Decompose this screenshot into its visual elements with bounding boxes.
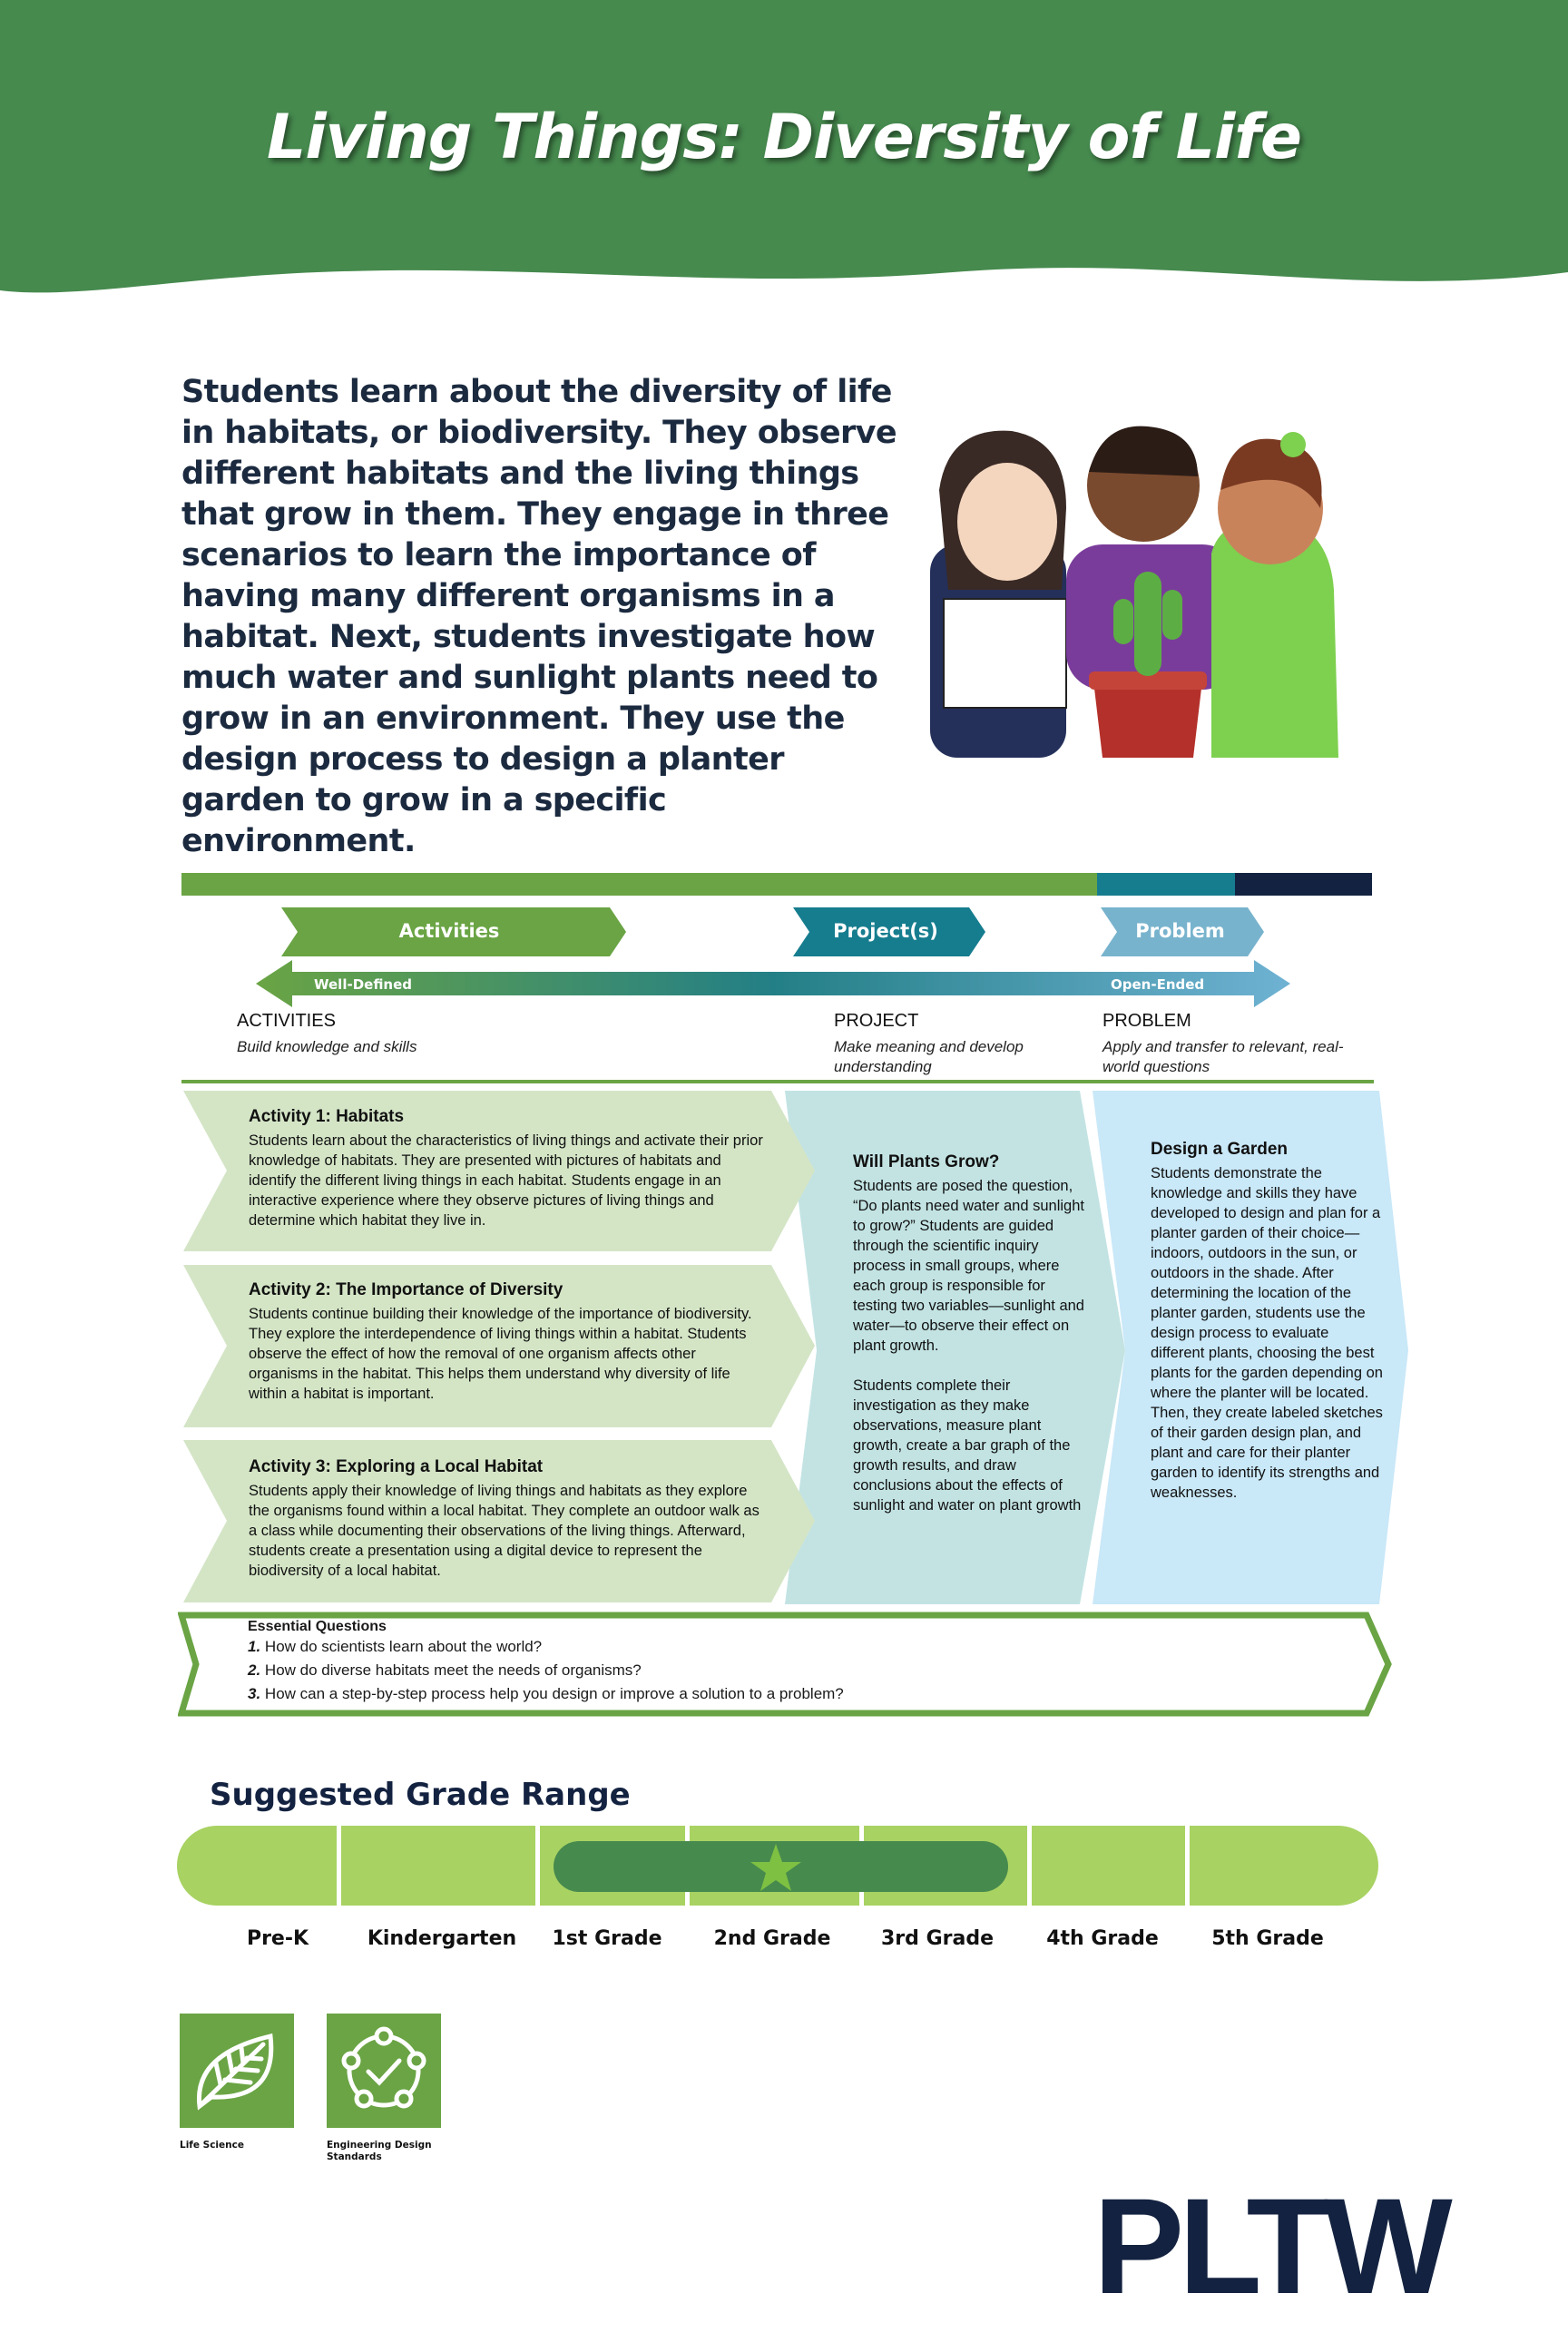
project-text-1: Students are posed the question, “Do plants need water and sunlight to grow?” Students are guided through the scientific inquiry process in small groups, where each group is responsible for testing two variables—sunlight and water—to observe their effect on plant growth. — [853, 1178, 1084, 1354]
activity-title: Activity 2: The Importance of Diversity — [249, 1280, 564, 1299]
grade-label: 3rd Grade — [881, 1927, 994, 1950]
pltw-logo: PLTW — [1093, 2170, 1447, 2322]
activities-subheading: Build knowledge and skills — [237, 1038, 417, 1055]
activity-title: Activity 3: Exploring a Local Habitat — [249, 1457, 544, 1476]
problem-subheading: Apply and transfer to relevant, real-world questions — [1102, 1038, 1344, 1075]
grade-range-bar — [177, 1826, 1378, 1907]
life-science-tile — [180, 2014, 294, 2128]
spectrum-bar-activities — [181, 873, 1097, 896]
project-subheading: Make meaning and develop understanding — [834, 1038, 1024, 1075]
question-item: 3. How can a step-by-step process help you design or improve a solution to a problem? — [248, 1685, 844, 1702]
essential-questions — [248, 1619, 1337, 1706]
intro-paragraph: Students learn about the diversity of life in habitats, or biodiversity. They observe different habitats and the living things that grow in them. They engage in three scenarios to learn the importance of having many different organisms in a habitat. Next, students investigate how much water and sunlight plants need to grow in an environment. They use the design process to design a planter garden to grow in a specific environment. — [181, 374, 897, 859]
project-text-2: Students complete their investigation as they make observations, measure plant growth, create a bar graph of the growth results, and draw conclusions about the effects of sunlight and water on plant growth — [853, 1377, 1082, 1514]
activity-text: Students learn about the characteristics of living things and activate their prior knowledge of habitats. They are presented with pictures of habitats and identify the different living things in each habitat. Students engage in an interactive experience where they observe pictures of living things and determine which habitat they live in. — [249, 1132, 763, 1229]
question-item: 2. How do diverse habitats meet the needs of organisms? — [248, 1661, 642, 1679]
problem-card — [1151, 1140, 1387, 1503]
essential-questions-title: Essential Questions — [248, 1619, 387, 1634]
grade-label: 2nd Grade — [713, 1927, 831, 1950]
activity-title: Activity 1: Habitats — [249, 1107, 405, 1126]
grade-label: Pre-K — [246, 1927, 309, 1950]
design-cycle-check-icon — [327, 2014, 441, 2128]
problem-chevron-label: Problem — [1135, 920, 1225, 942]
activities-heading: ACTIVITIES — [237, 1011, 336, 1031]
leaf-icon — [180, 2014, 294, 2128]
well-defined-label: Well-Defined — [314, 976, 413, 993]
project-heading: PROJECT — [834, 1011, 919, 1031]
spectrum-bar-problem — [1235, 873, 1372, 896]
project-chevron-label: Project(s) — [833, 920, 938, 942]
activity-text: Students continue building their knowledge of the importance of biodiversity. They explore the interdependence of living things within a habitat. Students observe the effect of how the removal of one organism affects other organisms in the habitat. This helps them understand why diversity of life within a habitat is important. — [249, 1306, 752, 1402]
project-title: Will Plants Grow? — [853, 1152, 1000, 1171]
activity-text: Students apply their knowledge of living things and habitats as they explore the organisms found within a local habitat. They complete an outdoor walk as a class while documenting their observations of the living things. Afterward, students create a presentation using a digital device to represent the biodiversity of a local habitat. — [249, 1483, 760, 1579]
activity-card-3 — [249, 1457, 766, 1581]
open-ended-label: Open-Ended — [1111, 976, 1205, 993]
project-card — [853, 1152, 1089, 1515]
engineering-design-label: Engineering Design Standards — [327, 2140, 432, 2162]
grade-label: Kindergarten — [367, 1927, 517, 1950]
grade-label: 1st Grade — [552, 1927, 662, 1950]
divider — [181, 1080, 1374, 1083]
spectrum-bar-project — [1097, 873, 1235, 896]
activity-card-2 — [249, 1280, 766, 1404]
activity-card-1 — [249, 1107, 766, 1230]
grade-label: 5th Grade — [1211, 1927, 1324, 1950]
page-title: Living Things: Diversity of Life — [267, 102, 1301, 173]
question-item: 1. How do scientists learn about the world? — [248, 1638, 543, 1655]
problem-heading: PROBLEM — [1102, 1011, 1191, 1031]
engineering-design-tile — [327, 2014, 441, 2128]
life-science-label: Life Science — [180, 2140, 244, 2151]
problem-title: Design a Garden — [1151, 1140, 1288, 1159]
activities-chevron-label: Activities — [398, 920, 500, 942]
grade-range-title: Suggested Grade Range — [210, 1777, 631, 1813]
grade-label: 4th Grade — [1046, 1927, 1159, 1950]
students-with-cactus-illustration — [912, 408, 1411, 762]
problem-text: Students demonstrate the knowledge and skills they have developed to design and plan for a planter garden of their choice—indoors, outdoors in the sun, or outdoors in the shade. After determining the location of the planter garden, students use the design process to evaluate different plants, choosing the best plants for the garden depending on where the planter will be located. Then, they create labeled sketches of their garden design plan, and plant and care for their planter garden to identify its strengths and weaknesses. — [1151, 1165, 1383, 1501]
